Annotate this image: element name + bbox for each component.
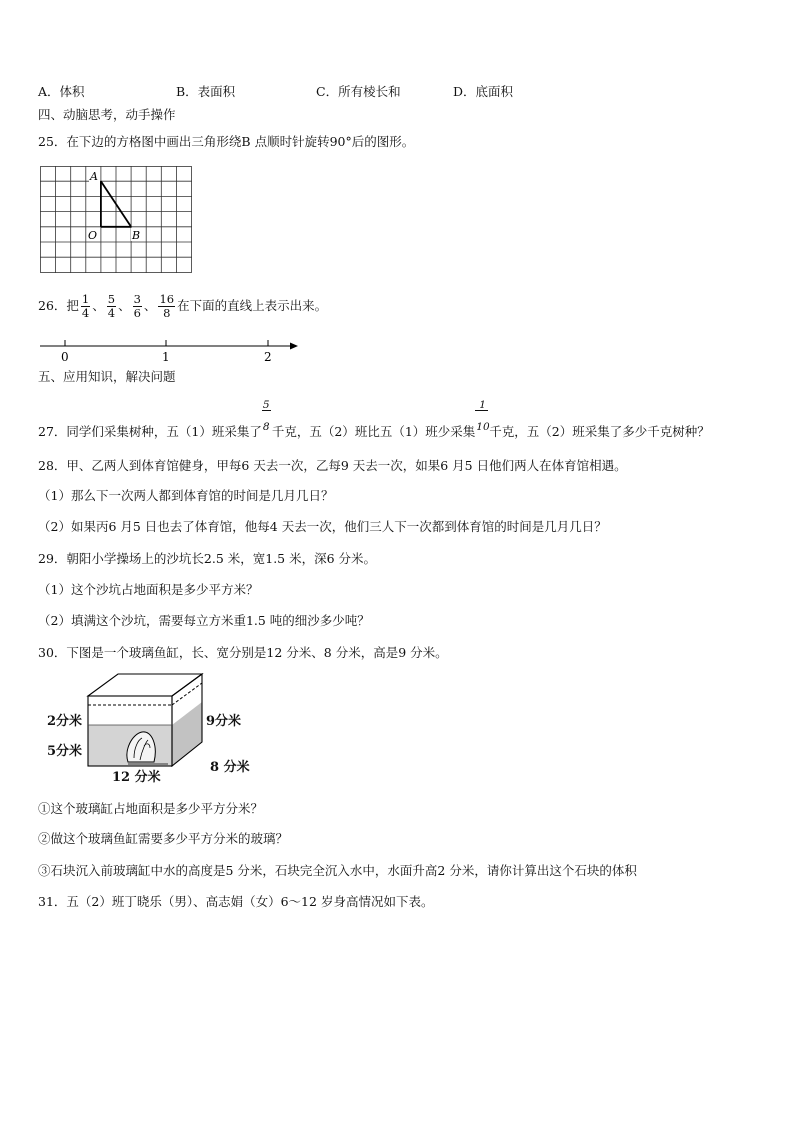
point-o-label: O	[88, 229, 98, 242]
question-28-part-2: （2）如果丙6 月5 日也去了体育馆，他每4 天去一次，他们三人下一次都到体育馆的时间是几月几日？	[38, 519, 607, 534]
question-30: 30．下图是一个玻璃鱼缸，长、宽分别是12 分米、8 分米，高是9 分米。	[38, 645, 448, 660]
fraction-5-8: $\frac{5}{8}$	[262, 399, 270, 433]
question-27-part3: 千克，五（2）班采集了多少千克树种？	[489, 424, 710, 439]
question-27-part2: 千克，五（2）班比五（1）班少采集	[271, 424, 476, 439]
tick-label-2: 2	[264, 350, 272, 364]
fraction-5-4: $\frac{5}{4}$	[107, 292, 116, 320]
option-d: D．底面积	[453, 84, 514, 99]
option-a: A．体积	[38, 84, 85, 99]
fraction-1-10: $\frac{1}{10}$	[476, 399, 490, 433]
width-label: 8 分米	[210, 760, 250, 775]
question-29-part-2: （2）填满这个沙坑，需要每立方米重1.5 吨的细沙多少吨？	[38, 613, 370, 628]
question-26-suffix: 在下面的直线上表示出来。	[177, 298, 328, 313]
question-27	[38, 399, 710, 441]
tick-label-0: 0	[61, 350, 69, 364]
fraction-16-8: $\frac{16}{8}$	[159, 292, 175, 320]
separator: 、	[118, 298, 131, 313]
question-27-part1: 27．同学们采集树种，五（1）班采集了	[38, 424, 262, 439]
fraction-3-6: $\frac{3}{6}$	[133, 292, 141, 320]
number-line	[36, 336, 302, 366]
point-a-label: A	[90, 170, 98, 183]
point-b-label: B	[132, 229, 141, 242]
option-b: B．表面积	[176, 84, 236, 99]
question-25: 25．在下边的方格图中画出三角形绕B 点顺时针旋转90°后的图形。	[38, 134, 415, 149]
question-28-part-1: （1）那么下一次两人都到体育馆的时间是几月几日？	[38, 488, 334, 503]
section-4-heading: 四、动脑思考，动手操作	[38, 107, 176, 122]
rise-label: 2分米	[47, 714, 83, 729]
question-31: 31．五（2）班丁晓乐（男）、高志娟（女）6～12 岁身高情况如下表。	[38, 894, 434, 909]
tick-label-1: 1	[162, 350, 170, 364]
separator: 、	[92, 298, 105, 313]
option-c: C．所有棱长和	[316, 84, 401, 99]
separator: 、	[143, 298, 157, 313]
question-29-part-1: （1）这个沙坑占地面积是多少平方米？	[38, 582, 259, 597]
section-5-heading: 五、应用知识，解决问题	[38, 369, 176, 384]
question-28: 28．甲、乙两人到体育馆健身，甲每6 天去一次，乙每9 天去一次，如果6 月5 日他们两人在体育馆相遇。	[38, 458, 627, 473]
water-depth-label: 5分米	[47, 744, 83, 759]
question-26	[38, 286, 327, 326]
length-label: 12 分米	[112, 770, 161, 785]
height-label: 9分米	[206, 714, 242, 729]
fish-tank-figure	[84, 672, 214, 772]
question-29: 29．朝阳小学操场上的沙坑长2.5 米，宽1.5 米，深6 分米。	[38, 551, 377, 566]
fraction-1-4: $\frac{1}{4}$	[81, 292, 90, 320]
question-30-part-2: ②做这个玻璃鱼缸需要多少平方分米的玻璃？	[38, 831, 289, 846]
question-30-part-1: ①这个玻璃缸占地面积是多少平方分米？	[38, 801, 264, 816]
rotation-grid	[40, 166, 193, 274]
question-26-prefix: 26．把	[38, 298, 79, 313]
question-30-part-3: ③石块沉入前玻璃缸中水的高度是5 分米，石块完全沉入水中，水面升高2 分米，请你计算出这个石块的体积	[38, 863, 637, 878]
